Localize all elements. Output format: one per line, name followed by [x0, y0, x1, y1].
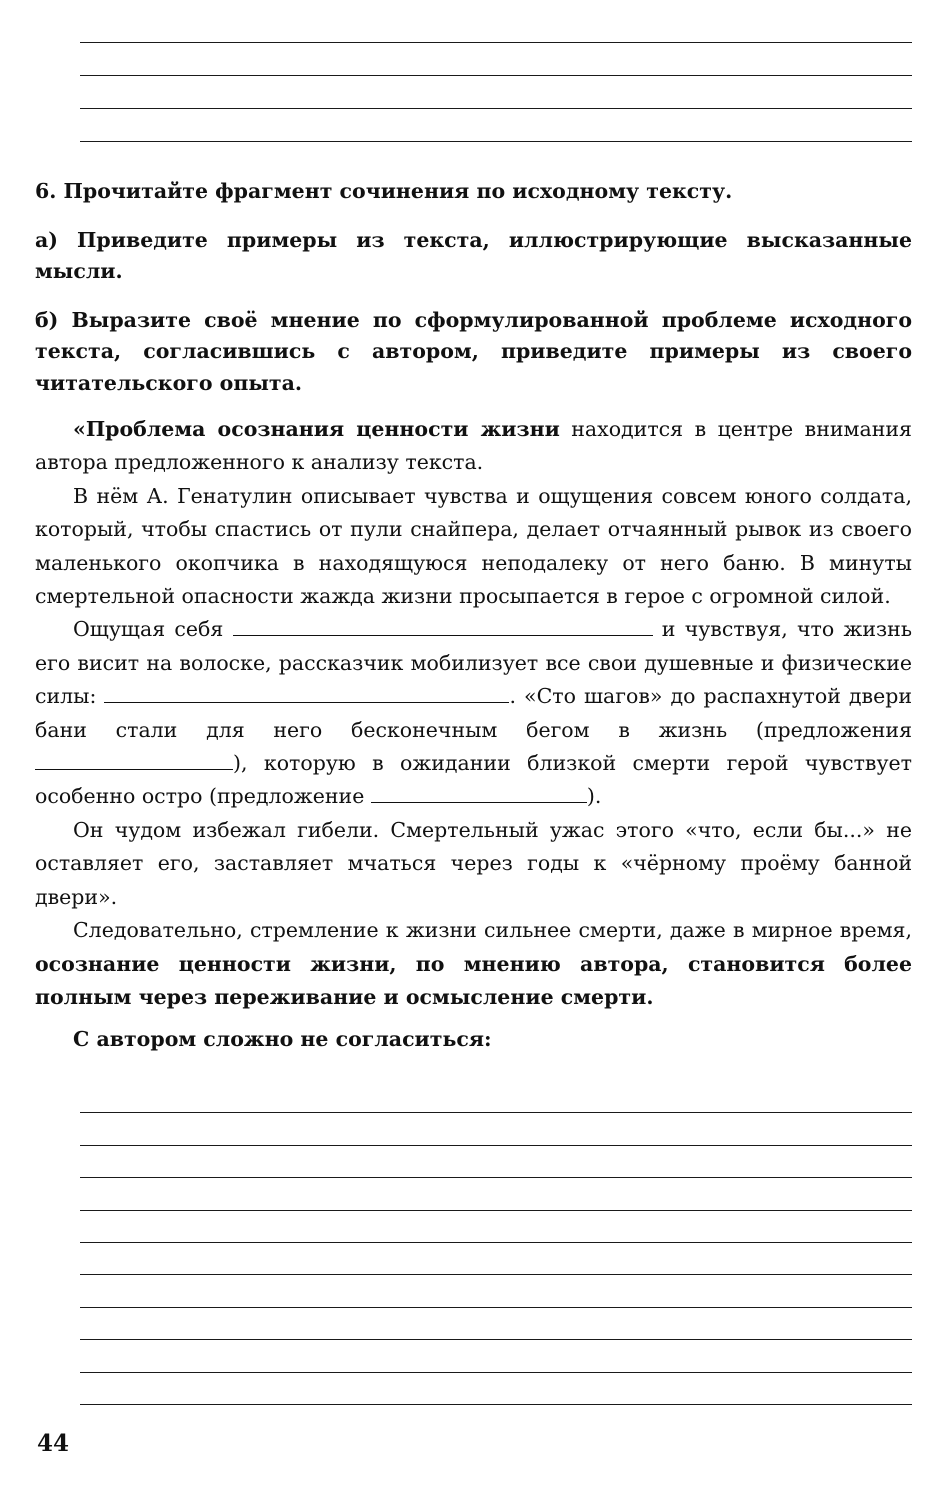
task-part-a: а) Приведите примеры из текста, иллюстрирующие высказанные мысли.	[35, 227, 912, 283]
essay-text: Ощущая себя	[73, 617, 233, 642]
answer-line[interactable]	[80, 1404, 912, 1405]
answer-line[interactable]	[80, 1274, 912, 1275]
answer-line[interactable]	[80, 1145, 912, 1146]
page-number: 44	[37, 1430, 70, 1457]
task-instructions	[35, 176, 912, 399]
essay-conclusion: осознание ценности жизни, по мнению автора, становится более полным через переживание и осмысление смерти.	[35, 951, 912, 1009]
answer-line[interactable]	[80, 1210, 912, 1211]
essay-text: Следовательно, стремление к жизни сильнее смерти, даже в мирное время,	[73, 918, 912, 943]
answer-line[interactable]	[80, 75, 912, 76]
answer-line[interactable]	[80, 1307, 912, 1308]
essay-problem-statement: «Проблема осознания ценности жизни	[73, 417, 560, 441]
essay-text: находится в центре внимания автора предложенного к анализу текста.	[35, 417, 912, 475]
essay-paragraph-5	[35, 914, 912, 1014]
fill-blank-1[interactable]	[233, 617, 653, 636]
answer-line[interactable]	[80, 1242, 912, 1243]
answer-line[interactable]	[80, 1372, 912, 1373]
agreement-prompt: С автором сложно не согласиться:	[73, 1027, 492, 1052]
task-title: 6. Прочитайте фрагмент сочинения по исходному тексту.	[35, 179, 733, 203]
answer-line[interactable]	[80, 1112, 912, 1113]
answer-line[interactable]	[80, 108, 912, 109]
essay-paragraph-2: В нём А. Генатулин описывает чувства и ощущения совсем юного солдата, который, чтобы спастись от пули снайпера, делает отчаянный рывок из своего маленького окопчика в находящуюся неподалеку от него баню. В минуты смертельной опасности жажда жизни просыпается в герое с огромной силой.	[35, 483, 912, 609]
task-part-b: б) Выразите своё мнение по сформулированной проблеме исходного текста, согласившись с автором, приведите примеры из своего читательского опыта.	[35, 307, 912, 395]
fill-blank-2[interactable]	[104, 684, 509, 703]
essay-paragraph-3	[35, 613, 912, 813]
answer-line[interactable]	[80, 42, 912, 43]
fill-blank-3[interactable]	[35, 751, 233, 770]
answer-line[interactable]	[80, 1177, 912, 1178]
essay-fragment	[35, 413, 912, 1057]
answer-line[interactable]	[80, 1339, 912, 1340]
essay-paragraph-1	[35, 413, 912, 480]
essay-text: и чувствуя, что жизнь его висит на волоске, рассказчик мобилизует все свои душевные и физические силы:	[35, 617, 912, 709]
essay-paragraph-4: Он чудом избежал гибели. Смертельный ужас этого «что, если бы...» не оставляет его, заставляет мчаться через годы к «чёрному проёму банной двери».	[35, 817, 912, 909]
essay-text: ).	[586, 784, 602, 809]
fill-blank-4[interactable]	[371, 784, 587, 803]
essay-text: . «Сто шагов» до распахнутой двери бани стали для него бесконечным бегом в жизнь (предложения	[35, 684, 912, 742]
essay-text: ), которую в ожидании близкой смерти герой чувствует особенно остро (предложение	[35, 751, 912, 809]
answer-line[interactable]	[80, 141, 912, 142]
